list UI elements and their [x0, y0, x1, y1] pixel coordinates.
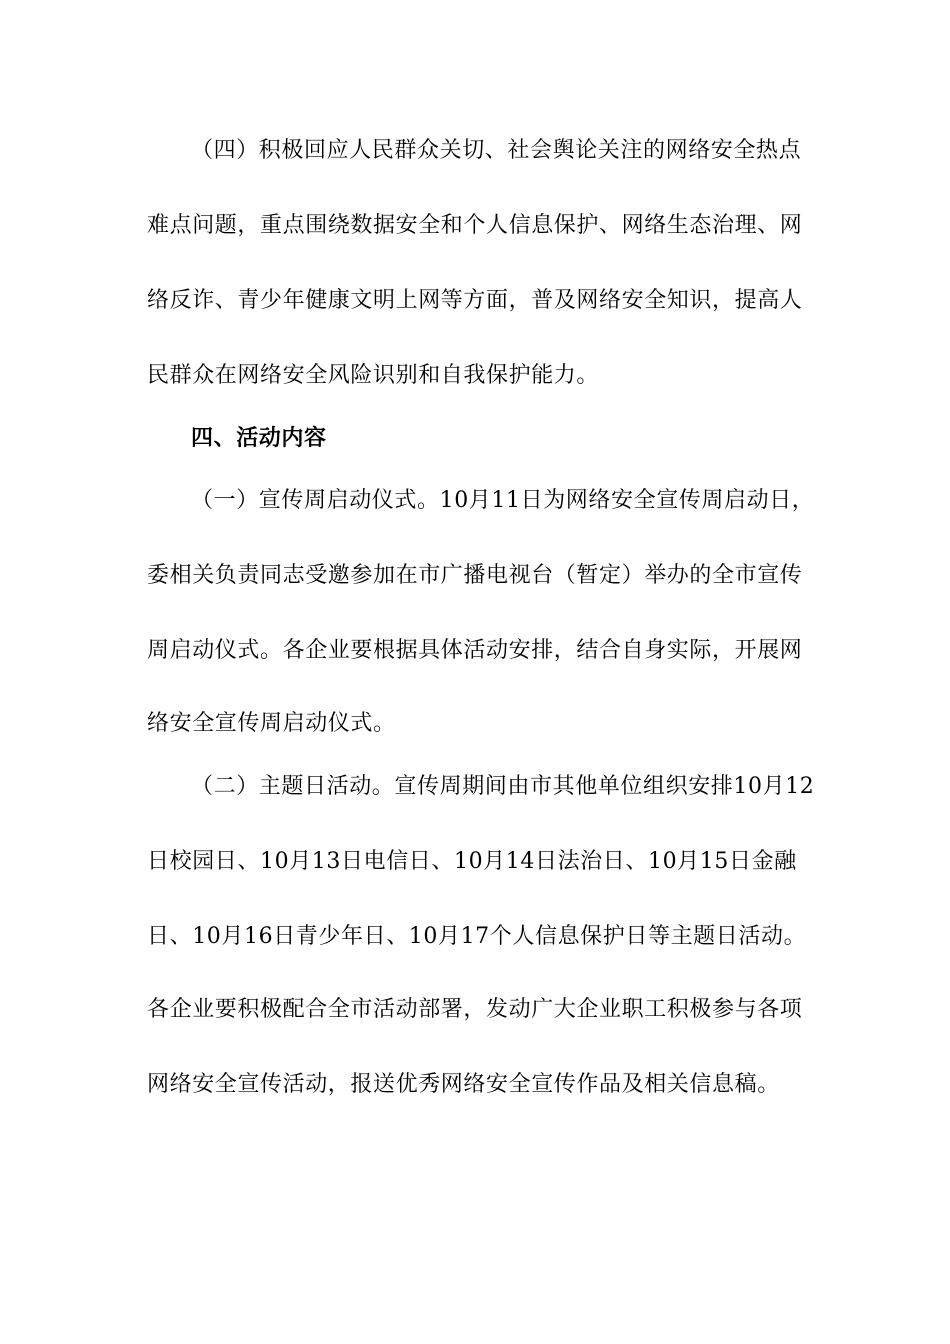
paragraph-4-line-4: 民群众在网络安全风险识别和自我保护能力。	[147, 363, 600, 388]
paragraph-4-line-3: 络反诈、青少年健康文明上网等方面，普及网络安全知识，提高人	[147, 288, 803, 313]
paragraph-b-line-1: （二）主题日活动。宣传周期间由市其他单位组织安排10月12	[191, 774, 815, 799]
paragraph-b-line-4: 各企业要积极配合全市活动部署，发动广大企业职工积极参与各项	[147, 997, 803, 1022]
paragraph-b-line-2: 日校园日、10月13日电信日、10月14日法治日、10月15日金融	[147, 849, 797, 874]
paragraph-4-line-2: 难点问题，重点围绕数据安全和个人信息保护、网络生态治理、网	[147, 213, 803, 238]
paragraph-4-line-1: （四）积极回应人民群众关切、社会舆论关注的网络安全热点	[191, 138, 802, 163]
paragraph-a-line-3: 周启动仪式。各企业要根据具体活动安排，结合自身实际，开展网	[147, 638, 803, 663]
paragraph-a-line-1: （一）宣传周启动仪式。10月11日为网络安全宣传周启动日，	[191, 488, 815, 513]
paragraph-a-line-2: 委相关负责同志受邀参加在市广播电视台（暂定）举办的全市宣传	[147, 563, 803, 588]
section-heading: 四、活动内容	[191, 425, 327, 451]
paragraph-a-line-4: 络安全宣传周启动仪式。	[147, 711, 396, 736]
paragraph-b-line-3: 日、10月16日青少年日、10月17个人信息保护日等主题日活动。	[147, 924, 807, 949]
paragraph-b-line-5: 网络安全宣传活动，报送优秀网络安全宣传作品及相关信息稿。	[147, 1072, 780, 1097]
